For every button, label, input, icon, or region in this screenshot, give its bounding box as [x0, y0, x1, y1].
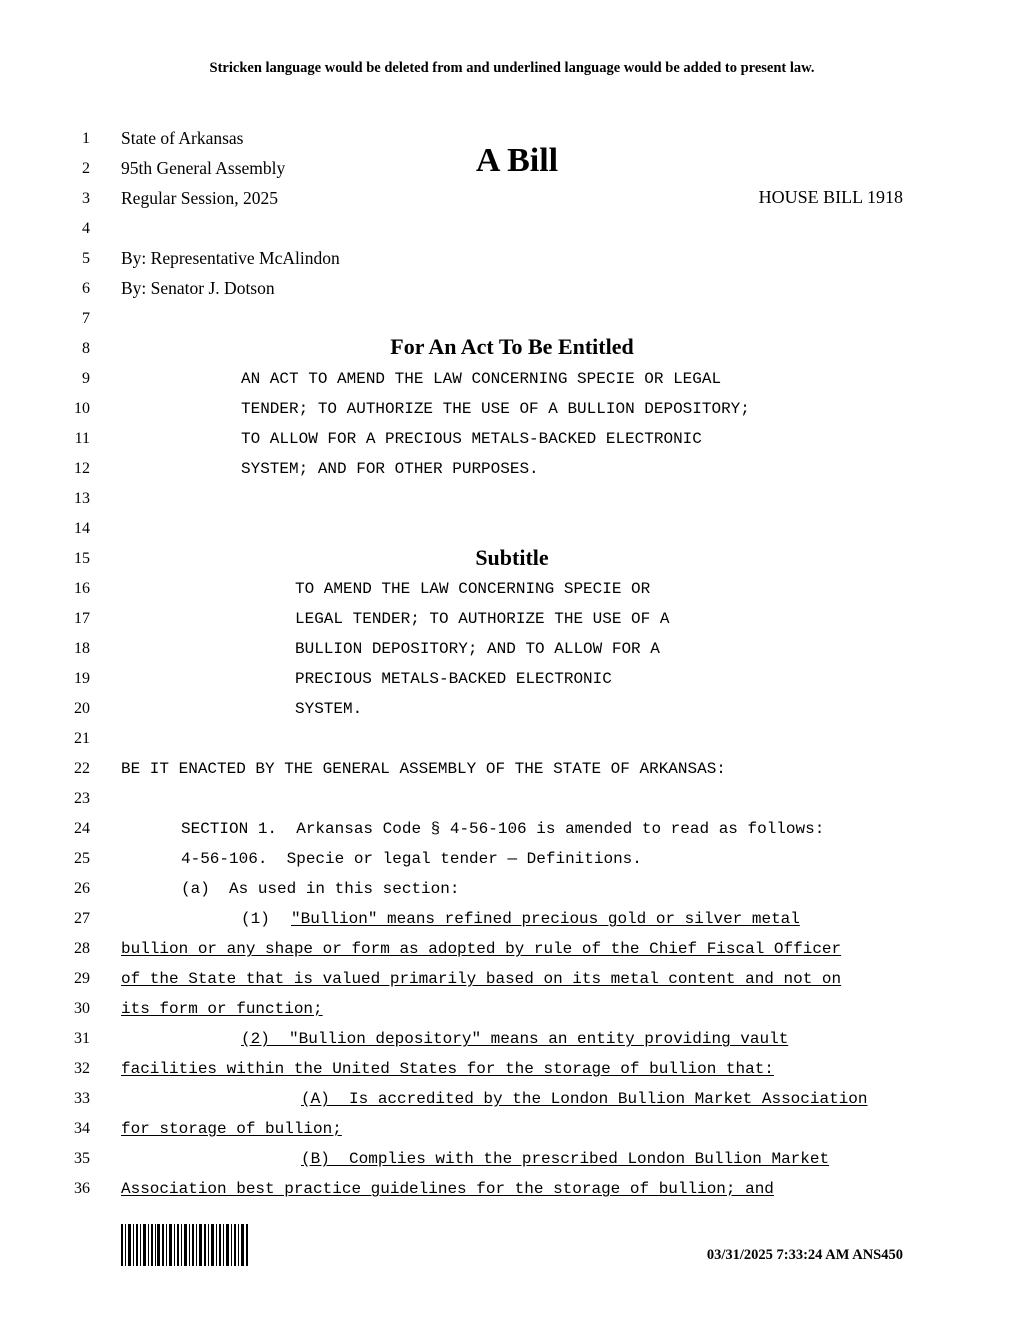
inserted-text: Association best practice guidelines for the storage of bullion; and — [121, 1180, 774, 1198]
house-sponsor: By: Representative McAlindon — [121, 248, 340, 268]
line-number: 2 — [82, 160, 90, 177]
line-number: 21 — [74, 730, 90, 747]
line-number: 26 — [74, 880, 90, 897]
senate-sponsor: By: Senator J. Dotson — [121, 278, 275, 298]
code-section-heading: 4-56-106. Specie or legal tender — Definitions. — [181, 850, 642, 868]
line-number: 36 — [74, 1180, 90, 1197]
bill-title: A Bill — [475, 142, 559, 179]
stricken-language-notice: Stricken language would be deleted from and underlined language would be added to present law. — [209, 60, 815, 76]
general-assembly: 95th General Assembly — [121, 158, 286, 178]
line-number: 25 — [74, 850, 90, 867]
state-name: State of Arkansas — [121, 128, 244, 148]
item-1-label: (1) — [241, 910, 270, 928]
line-number: 35 — [74, 1150, 90, 1167]
line-number: 29 — [74, 970, 90, 987]
title-line: TO ALLOW FOR A PRECIOUS METALS-BACKED ELECTRONIC — [241, 430, 702, 448]
subtitle-line: BULLION DEPOSITORY; AND TO ALLOW FOR A — [295, 640, 660, 658]
barcode-icon — [121, 1224, 249, 1266]
subtitle-line: PRECIOUS METALS-BACKED ELECTRONIC — [295, 670, 612, 688]
line-number: 11 — [74, 430, 90, 447]
document-timestamp: 03/31/2025 7:33:24 AM ANS450 — [706, 1247, 903, 1263]
line-number: 22 — [74, 760, 90, 777]
line-number: 17 — [74, 610, 90, 627]
line-number: 3 — [82, 190, 90, 207]
line-number: 19 — [74, 670, 90, 687]
line-number: 31 — [74, 1030, 90, 1047]
enacting-clause: BE IT ENACTED BY THE GENERAL ASSEMBLY OF THE STATE OF ARKANSAS: — [121, 760, 726, 778]
line-number: 20 — [74, 700, 90, 717]
line-number: 10 — [74, 400, 90, 417]
line-number: 16 — [74, 580, 90, 597]
line-number: 1 — [82, 130, 90, 147]
inserted-text: of the State that is valued primarily based on its metal content and not on — [121, 970, 842, 988]
line-number: 28 — [74, 940, 90, 957]
title-line: TENDER; TO AUTHORIZE THE USE OF A BULLION DEPOSITORY; — [241, 400, 750, 418]
line-number: 30 — [74, 1000, 90, 1017]
line-number: 5 — [82, 250, 90, 267]
bill-number: HOUSE BILL 1918 — [758, 187, 903, 207]
subtitle-line: LEGAL TENDER; TO AUTHORIZE THE USE OF A — [295, 610, 670, 628]
subtitle-heading: Subtitle — [475, 545, 549, 570]
line-number: 12 — [74, 460, 90, 477]
inserted-text: bullion or any shape or form as adopted by rule of the Chief Fiscal Officer — [121, 940, 842, 958]
line-number: 34 — [74, 1120, 90, 1137]
line-number: 7 — [82, 310, 90, 327]
line-number: 8 — [82, 340, 90, 357]
inserted-text: "Bullion" means refined precious gold or silver metal — [291, 910, 800, 928]
title-heading: For An Act To Be Entitled — [390, 334, 634, 359]
subtitle-line: TO AMEND THE LAW CONCERNING SPECIE OR — [295, 580, 651, 598]
line-number: 32 — [74, 1060, 90, 1077]
line-number: 23 — [74, 790, 90, 807]
inserted-text: facilities within the United States for the storage of bullion that: — [121, 1060, 774, 1078]
session: Regular Session, 2025 — [121, 188, 279, 208]
line-number: 15 — [74, 550, 90, 567]
inserted-text: for storage of bullion; — [121, 1120, 342, 1138]
section-1-heading: SECTION 1. Arkansas Code § 4-56-106 is amended to read as follows: — [181, 820, 825, 838]
inserted-text: (2) "Bullion depository" means an entity providing vault — [241, 1030, 789, 1048]
inserted-text: its form or function; — [121, 1000, 323, 1018]
line-number: 4 — [82, 220, 90, 237]
subsection-a: (a) As used in this section: — [181, 880, 460, 898]
line-number: 13 — [74, 490, 90, 507]
line-number: 14 — [74, 520, 90, 537]
line-number: 27 — [74, 910, 90, 927]
line-number: 6 — [82, 280, 90, 297]
inserted-text: (B) Complies with the prescribed London Bullion Market — [301, 1150, 830, 1168]
subtitle-line: SYSTEM. — [295, 700, 363, 718]
title-line: SYSTEM; AND FOR OTHER PURPOSES. — [241, 460, 539, 478]
inserted-text: (A) Is accredited by the London Bullion Market Association — [301, 1090, 868, 1108]
line-number: 24 — [74, 820, 90, 837]
line-number: 9 — [82, 370, 90, 387]
line-number: 33 — [74, 1090, 90, 1107]
title-line: AN ACT TO AMEND THE LAW CONCERNING SPECIE OR LEGAL — [241, 370, 722, 388]
line-number: 18 — [74, 640, 90, 657]
